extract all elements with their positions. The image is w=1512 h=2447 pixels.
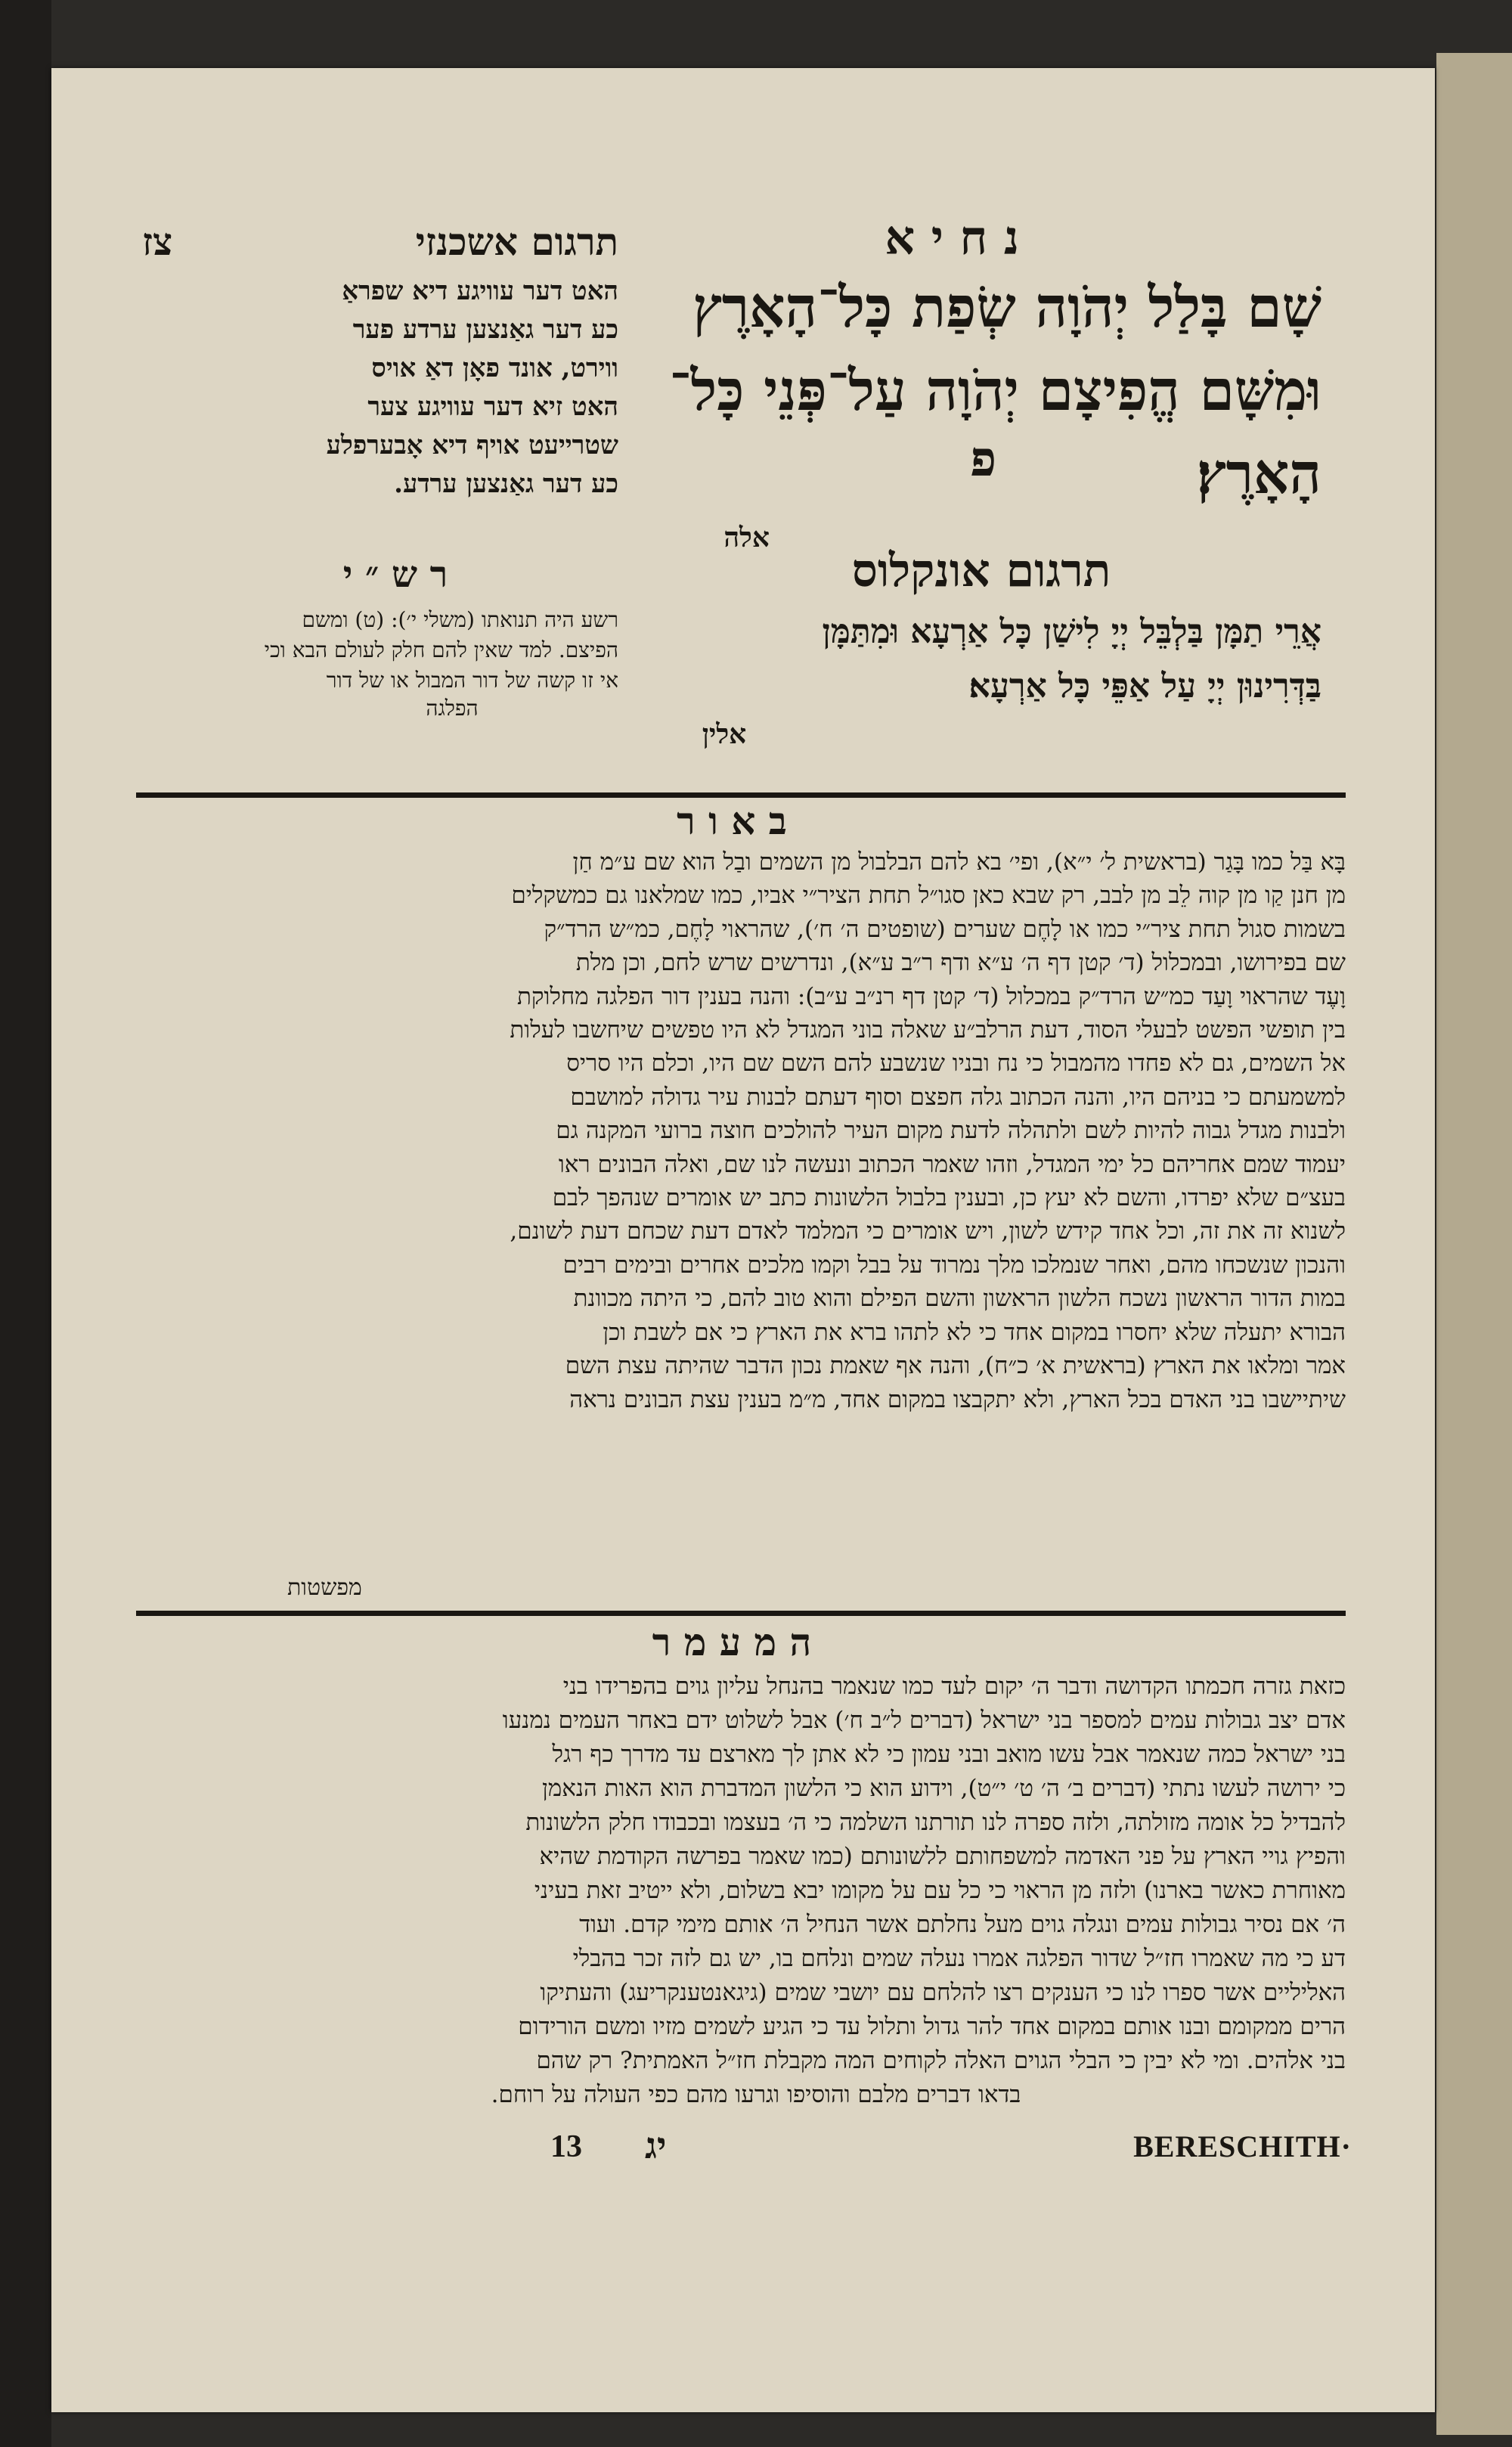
translation-heading: תרגום אשכנזי: [415, 219, 618, 264]
hameamer-line: האליליים אשר ספרו לנו כי הענקים רצו להלחם עם יושבי שמים (גיגאנטענקריעג) והעתיקו: [540, 1979, 1346, 2006]
hameamer-line: הרים ממקומם ובנו אותם במקום אחד להר גדול ותלול עד כי הגיע לשמים מזיו ומשם הורידום: [518, 2013, 1346, 2040]
biur-title: ב א ו ר: [677, 799, 787, 843]
section-rule: [136, 1611, 1346, 1616]
page-number: 13: [550, 2129, 582, 2164]
verse-line: וּמִשָּׁם הֱפִיצָם יְהֹוָה עַל־פְּנֵי כָּל־: [669, 358, 1321, 423]
rashi-footer-word: הפלגה: [426, 696, 479, 721]
onkelos-line: בַּדְּרִינוּן יְיָ עַל אַפֵּי כָּל אַרְעָא׃: [968, 667, 1321, 706]
hebrew-page-number: יג: [645, 2125, 667, 2167]
translation-line: שטרייעט אויף דיא אָבערפלע: [326, 430, 618, 461]
hameamer-line: כזאת גזרה חכמתו הקדושה ודבר ה׳ יקום לעד כמו שנאמר בהנחל עליון גוים בהפרידו בני: [562, 1673, 1346, 1700]
biur-line: אל השמים, גם לא פחדו מהמבול כי נח ובניו שנשבע להם השם שם היו, וכלם היו סריס: [566, 1050, 1346, 1078]
biur-line: למשמעתם כי בניהם היו, והנה הכתוב גלה חפצם וסוף דעתם לבנות עיר גדולה למושבם: [570, 1083, 1346, 1111]
biur-line: הבורא יתעלה שלא יחסרו במקום אחד כי לא לתהו ברא את הארץ כי אם לשבת וכן: [603, 1318, 1346, 1346]
biur-line: בָּא בַּל כמו בָּגַר (בראשית ל׳ י״א), ופי׳ בא להם הבלבול מן השמים ובַל הוא שם ע״מ חַן: [572, 848, 1346, 876]
hameamer-title: ה מ ע מ ר: [652, 1620, 812, 1664]
biur-line: שיתיישבו בני האדם בכל הארץ, ולא יתקבצו במקום אחד, מ״מ בענין עצת הבונים נראה: [569, 1385, 1346, 1413]
biur-line: לשנוא זה את זה, וכל אחד קידש לשון, ויש אומרים כי המלמד לאדם דעת שכחם דעת לשונם,: [510, 1217, 1346, 1245]
biur-line: בין תופשי הפשט לבעלי הסוד, דעת הרלב״ע שאלה בוני המגדל לא היו טפשים שיחשבו לעלות: [510, 1016, 1346, 1044]
hameamer-line: ה׳ אם נסיר גבולות עמים ונגלה גוים מעל נחלתם אשר הנחיל ה׳ אותם מימי קדם. ועוד: [579, 1911, 1346, 1938]
hameamer-line: בדאו דברים מלבם והוסיפו וגרעו מהם כפי העולה על רוחם.: [491, 2081, 1021, 2108]
hameamer-line: בני אלהים. ומי לא יבין כי הבלי הגוים האלה לקוחים המה מקבלת חז״ל האמתית? רק שהם: [536, 2047, 1346, 2074]
translation-line: כע דער גאַנצען ערדע פער: [352, 315, 618, 345]
biur-line: ולבנות מגדל גבוה להיות לשם ולתהלה לדעת מקום העיר להולכים חוצה ברועי המקנה גם: [556, 1117, 1346, 1145]
biur-text: [166, 845, 1346, 1416]
biur-line: והנכון שנשכחו מהם, ואחר שנמלכו מלך נמרוד על בבל וקמו מלכים אחרים ובימים רבים: [562, 1251, 1346, 1279]
onkelos-line: אֲרֵי תַמָּן בַּלְבֵּל יְיָ לִישַׁן כָּל אַרְעָא וּמִתַּמָּן: [822, 613, 1321, 651]
page-edge: [1436, 53, 1512, 2435]
rashi-title: ר ש ״ י: [342, 554, 448, 596]
verse-line: שָׁם בָּלַל יְהֹוָה שְׂפַת כָּל־הָאָרֶץ: [692, 275, 1321, 340]
rashi-line: אי זו קשה של דור המבול או של דור: [326, 668, 618, 693]
rashi-line: רשע היה תנואתו (משלי י׳): (ט) ומשם: [302, 607, 618, 632]
translation-line: כע דער גאַנצען ערדע.: [394, 469, 618, 499]
hameamer-line: אדם יצב גבולות עמים למספר בני ישראל (דברים ל״ב ח׳) אבל לשלוט ידם באחר העמים נמנעו: [502, 1707, 1346, 1734]
chapter-verse-heading: נ ח י א: [885, 210, 1019, 265]
translation-line: האט זיא דער עוויגע צער: [367, 392, 618, 422]
biur-line: מן חנן קַו מן קוה לֵב מן לבב, רק שבא כאן סגו״ל תחת הציר״י אביו, כמו שמלאנו גם כמשקלים: [511, 882, 1346, 910]
hameamer-line: להבדיל כל אומה מזולתה, ולזה ספרה לנו תורתנו השלמה כי ה׳ בעצמו ובכבודו חלק הלשונות: [525, 1809, 1346, 1836]
book-binding: [0, 0, 51, 2447]
hameamer-line: כי ירושה לעשו נתתי (דברים ב׳ ה׳ ט׳ י״ט), וידוע הוא כי הלשון המדברת הוא האות הנאמן: [542, 1775, 1346, 1802]
biur-footer-word: מפשטות: [287, 1574, 362, 1601]
biur-line: בעצ״ם שלא יפרדו, והשם לא יעץ כן, ובענין בלבול הלשונות כתב יש אומרים שנהפך לבם: [552, 1184, 1346, 1212]
german-translation: [172, 272, 618, 504]
translation-line: ווירט, אונד פאָן דאַ אויס: [371, 353, 618, 383]
onkelos-title: תרגום אונקלוס: [851, 544, 1111, 597]
book-page: [51, 68, 1435, 2412]
onkelos-text: [641, 605, 1321, 714]
biur-line: אמר ומלאו את הארץ (בראשית א׳ כ״ח), והנה אף שאמת נכון הדבר שהיתה עצת השם: [565, 1352, 1346, 1380]
footnote-marker: אלה: [723, 522, 770, 554]
hameamer-line: דע כי מה שאמרו חז״ל שדור הפלגה אמרו נעלה שמים ונלחם בו, יש גם לזה זכר בהבלי: [572, 1945, 1346, 1972]
hameamer-text: [166, 1670, 1346, 2112]
hameamer-line: בני ישראל כמה שנאמר אבל עשו מואב ובני עמון כי לא אתן לך מארצם עד מדרך כף רגל: [552, 1741, 1346, 1768]
biur-line: שם בפירושו, ובמכלול (ד׳ קטן דף ה׳ ע״א ודף ר״ב ע״א), ונדרשים שרש לחם, וכן מלת: [575, 949, 1346, 977]
section-rule: [136, 792, 1346, 798]
rashi-text: [172, 605, 618, 696]
hameamer-line: והפיץ גויי הארץ על פני האדמה למשפחותם ללשונותם (כמו שאמר בפרשה הקודמת שהיא: [539, 1843, 1346, 1870]
verse-line: הָאָרֶץ׃: [1197, 442, 1321, 507]
pe-mark: פ: [970, 431, 996, 488]
rashi-line: הפיצם. למד שאין להם חלק לעולם הבא וכי: [264, 637, 618, 662]
biur-line: בשמות סגול תחת ציר״י כמו או לָחֶם שערים (שופטים ה׳ ח׳), שהראוי לָחֶם, כמ״ש הרד״ק: [544, 915, 1346, 943]
onkelos-footer-word: אלין: [702, 718, 747, 750]
book-name: BERESCHITH·: [1133, 2129, 1352, 2163]
biur-line: במות הדור הראשון נשכח הלשון הראשון והשם הפילם והוא טוב להם, כי היתה מכוונת: [573, 1285, 1346, 1313]
translation-page-number: צז: [142, 219, 173, 264]
biur-line: וָעֶד שהראוי וָעַד כמ״ש הרד״ק במכלול (ד׳ קטן דף רנ״ב ע״ב): והנה בענין דור הפלגה מחלוקת: [516, 982, 1346, 1010]
biur-line: יעמוד שמם אחריהם כל ימי המגדל, וזהו שאמר הכתוב ונעשה לנו שם, ואלה הבונים ראו: [558, 1150, 1346, 1178]
translation-line: האט דער עוויגע דיא שפראַ: [342, 276, 618, 306]
hameamer-line: מאוחרת כאשר בארנו) ולזה מן הראוי כי כל עם על מקומו יבא בשלום, ולא ייטיב זאת בעיני: [534, 1877, 1346, 1904]
